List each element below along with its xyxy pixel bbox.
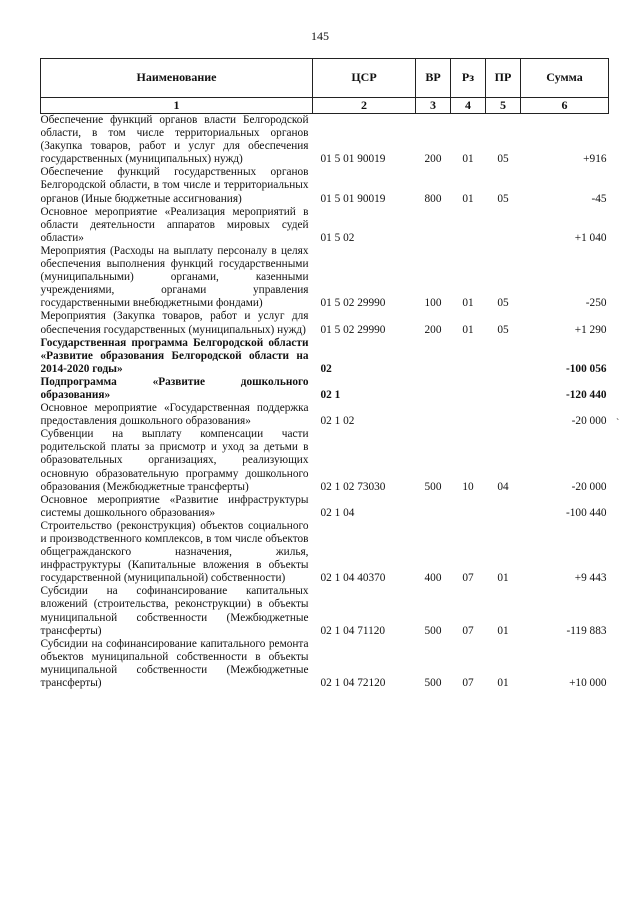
row-vr-code: 100 [424, 297, 442, 310]
row-pr-code: 05 [497, 153, 509, 166]
row-sum: -120 440 [566, 388, 607, 401]
header-rz: Рз [451, 59, 486, 98]
row-rz-code: 07 [462, 624, 474, 637]
row-vr-code: 200 [424, 323, 442, 336]
row-sum: -100 056 [566, 362, 607, 375]
row-sum: +916 [583, 153, 607, 166]
row-csr-code: 01 5 01 90019 [320, 192, 386, 205]
row-sum: +9 443 [574, 572, 607, 585]
row-csr-code: 01 5 02 29990 [320, 297, 386, 310]
table-row [41, 166, 609, 205]
row-vr-code [416, 376, 451, 402]
row-rz-code [451, 494, 486, 520]
column-number: 2 [313, 98, 416, 114]
table-row [41, 585, 609, 637]
table-row [41, 310, 609, 336]
row-rz-code: 10 [462, 480, 474, 493]
table-row [41, 376, 609, 402]
row-vr-code [416, 402, 451, 428]
row-sum: -250 [585, 297, 607, 310]
row-pr-code: 01 [497, 624, 509, 637]
table-row [41, 494, 609, 520]
table-row [41, 402, 609, 428]
row-sum: -45 [591, 192, 607, 205]
table-row [41, 638, 609, 690]
row-csr-code: 01 5 01 90019 [320, 153, 386, 166]
column-number: 1 [41, 98, 313, 114]
row-pr-code [486, 402, 521, 428]
row-sum: -119 883 [566, 624, 607, 637]
row-rz-code: 01 [462, 323, 474, 336]
column-number-row [41, 98, 609, 114]
row-pr-code: 04 [497, 480, 509, 493]
column-number: 5 [486, 98, 521, 114]
row-pr-code [486, 376, 521, 402]
row-name: Обеспечение функций органов власти Белгородской области, в том числе территориальных органов (Закупка товаров, работ и услуг для обеспечения государственных (муниципальных) нужд) [40, 114, 309, 166]
row-csr-code: 02 1 02 73030 [320, 480, 386, 493]
row-vr-code: 800 [424, 192, 442, 205]
row-pr-code: 05 [497, 192, 509, 205]
row-vr-code [416, 206, 451, 245]
row-sum: +1 040 [574, 231, 607, 244]
header-vr: ВР [416, 59, 451, 98]
row-name: Подпрограмма «Развитие дошкольного образования» [40, 375, 309, 401]
row-rz-code [451, 376, 486, 402]
row-vr-code [416, 494, 451, 520]
row-name: Обеспечение функций государственных органов Белгородской области, в том числе и территориальных органов (Иные бюджетные ассигнования) [40, 166, 309, 205]
row-name: Государственная программа Белгородской области «Развитие образования Белгородской области на 2014-2020 годы» [40, 336, 309, 375]
row-csr-code: 02 1 04 71120 [320, 624, 386, 637]
row-sum: -100 440 [566, 506, 607, 519]
row-pr-code: 01 [497, 677, 509, 690]
row-csr-code: 02 1 04 72120 [320, 677, 386, 690]
row-vr-code: 200 [424, 153, 442, 166]
row-csr-code: 02 1 04 40370 [320, 572, 386, 585]
row-pr-code: 01 [497, 572, 509, 585]
header-name: Наименование [41, 59, 313, 98]
row-sum: -20 000 [571, 480, 607, 493]
row-rz-code [451, 402, 486, 428]
row-pr-code [486, 206, 521, 245]
column-number: 4 [451, 98, 486, 114]
page-number: 145 [311, 29, 329, 43]
row-csr-code: 01 5 02 [320, 231, 355, 244]
row-csr-code: 01 5 02 29990 [320, 323, 386, 336]
row-vr-code: 500 [424, 480, 442, 493]
row-rz-code [451, 337, 486, 376]
row-csr-code: 02 1 02 [320, 415, 355, 428]
row-vr-code: 500 [424, 677, 442, 690]
row-pr-code: 05 [497, 297, 509, 310]
row-name: Субсидии на софинансирование капитального ремонта объектов муниципальной собственности в объекты муниципальной собственности (Межбюджетные трансферты) [40, 637, 309, 690]
row-name: Основное мероприятие «Государственная поддержка предоставления дошкольного образования» [40, 402, 309, 428]
row-csr-code: 02 1 [320, 388, 341, 401]
row-rz-code: 01 [462, 192, 474, 205]
table-row [41, 245, 609, 310]
row-sum: -20 000 [571, 415, 607, 428]
table-row [41, 428, 609, 493]
row-pr-code: 05 [497, 323, 509, 336]
row-rz-code [451, 206, 486, 245]
row-csr-code: 02 [320, 362, 332, 375]
row-sum: +10 000 [569, 677, 607, 690]
row-name: Мероприятия (Закупка товаров, работ и услуг для обеспечения государственных (муниципальных) нужд) [40, 310, 309, 336]
table-row [41, 520, 609, 585]
table-row [41, 337, 609, 376]
header-csr: ЦСР [313, 59, 416, 98]
budget-table [40, 58, 609, 690]
row-name: Мероприятия (Расходы на выплату персоналу в целях обеспечения выполнения функций государственными (муниципальными) органами, казенными учреждениями, органами управления государственными внебюджетными фондами) [40, 244, 309, 310]
row-rz-code: 01 [462, 153, 474, 166]
row-vr-code: 400 [424, 572, 442, 585]
row-sum: +1 290 [574, 323, 607, 336]
column-number: 3 [416, 98, 451, 114]
table-header [41, 59, 609, 114]
table-body [41, 114, 609, 691]
row-name: Строительство (реконструкция) объектов социального и производственного комплексов, в том числе объектов общегражданского назначения, жилья, инфраструктуры (Капитальные вложения в объекты государственной (муниципальной) собственности) [40, 519, 309, 585]
row-csr-code: 02 1 04 [320, 506, 355, 519]
row-name: Основное мероприятие «Развитие инфраструктуры системы дошкольного образования» [40, 493, 309, 519]
row-name: Основное мероприятие «Реализация мероприятий в области деятельности аппаратов мировых судей области» [40, 205, 309, 244]
row-rz-code: 07 [462, 572, 474, 585]
row-rz-code: 07 [462, 677, 474, 690]
header-row [41, 59, 609, 98]
table-row [41, 206, 609, 245]
header-pr: ПР [486, 59, 521, 98]
row-vr-code: 500 [424, 624, 442, 637]
row-pr-code [486, 337, 521, 376]
row-name: Субсидии на софинансирование капитальных вложений (строительства, реконструкции) в объекты муниципальной собственности (Межбюджетные трансферты) [40, 585, 309, 637]
row-rz-code: 01 [462, 297, 474, 310]
table-row [41, 114, 609, 167]
header-sum: Сумма [521, 59, 609, 98]
column-number: 6 [521, 98, 609, 114]
row-pr-code [486, 494, 521, 520]
row-name: Субвенции на выплату компенсации части родительской платы за присмотр и уход за детьми в образовательных организациях, реализующих основную образовательную программу дошкольного образования (Межбюджетные трансферты) [40, 428, 309, 493]
row-vr-code [416, 337, 451, 376]
stray-mark: ` [616, 418, 620, 429]
